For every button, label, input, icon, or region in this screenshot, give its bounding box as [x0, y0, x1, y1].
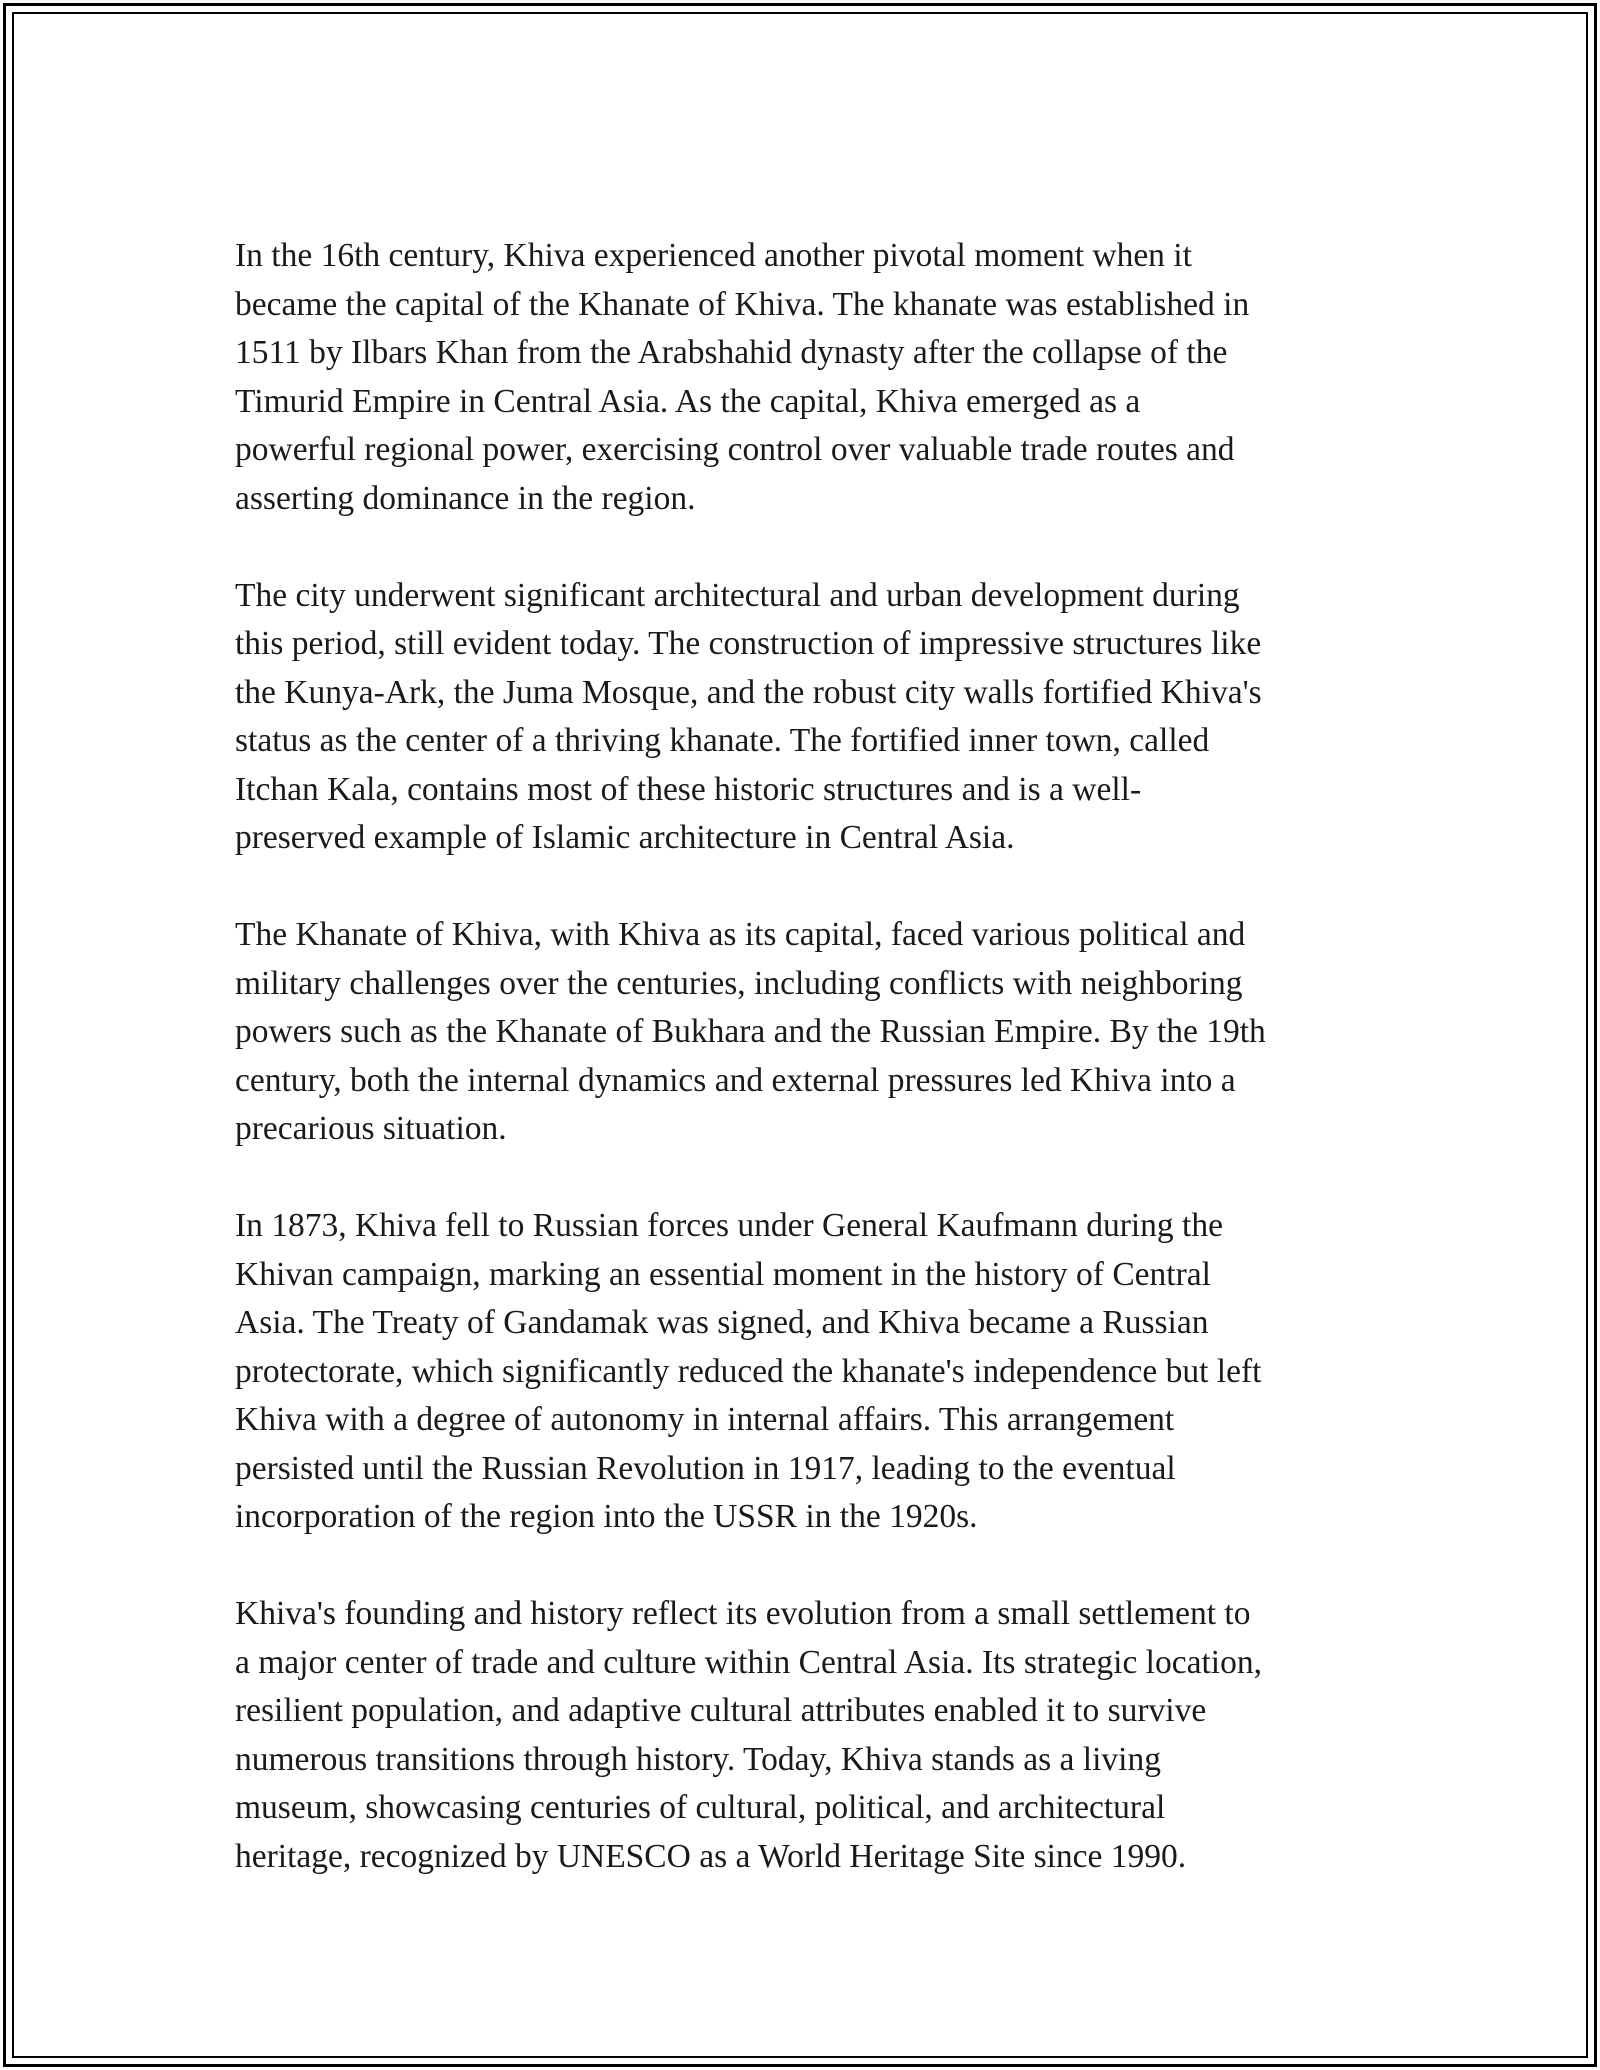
- text-line: became the capital of the Khanate of Khiva. The khanate was established in: [235, 285, 1250, 323]
- text-line: Khiva with a degree of autonomy in internal affairs. This arrangement: [235, 1401, 1175, 1438]
- paragraph-4: [235, 1202, 1395, 1542]
- text-line: status as the center of a thriving khanate. The fortified inner town, called: [235, 722, 1210, 759]
- paragraph-3: [235, 911, 1395, 1154]
- document-body: [235, 232, 1395, 1881]
- text-line: this period, still evident today. The construction of impressive structures like: [235, 625, 1262, 662]
- text-line: military challenges over the centuries, including conflicts with neighboring: [235, 964, 1243, 1002]
- text-line: The Khanate of Khiva, with Khiva as its capital, faced various political and: [235, 916, 1246, 953]
- text-line: The city underwent significant architectural and urban development during: [235, 576, 1240, 614]
- text-line: the Kunya-Ark, the Juma Mosque, and the robust city walls fortified Khiva's: [235, 673, 1262, 711]
- text-line: asserting dominance in the region.: [235, 479, 696, 517]
- paragraph-5: [235, 1590, 1395, 1881]
- text-line: Itchan Kala, contains most of these historic structures and is a well-: [235, 770, 1142, 808]
- text-line: powerful regional power, exercising control over valuable trade routes and: [235, 431, 1235, 468]
- text-line: powers such as the Khanate of Bukhara and the Russian Empire. By the 19th: [235, 1013, 1266, 1050]
- text-line: a major center of trade and culture within Central Asia. Its strategic location,: [235, 1643, 1262, 1681]
- text-line: precarious situation.: [235, 1110, 507, 1147]
- text-line: numerous transitions through history. Today, Khiva stands as a living: [235, 1740, 1161, 1778]
- text-line: preserved example of Islamic architecture in Central Asia.: [235, 819, 1015, 856]
- text-line: resilient population, and adaptive cultural attributes enabled it to survive: [235, 1692, 1207, 1729]
- paragraph-1: [235, 232, 1395, 523]
- text-line: Timurid Empire in Central Asia. As the capital, Khiva emerged as a: [235, 382, 1141, 420]
- text-line: century, both the internal dynamics and external pressures led Khiva into a: [235, 1061, 1236, 1099]
- text-line: heritage, recognized by UNESCO as a World Heritage Site since 1990.: [235, 1837, 1187, 1875]
- text-line: persisted until the Russian Revolution in 1917, leading to the eventual: [235, 1449, 1176, 1487]
- text-line: Khiva's founding and history reflect its evolution from a small settlement to: [235, 1595, 1251, 1632]
- text-line: 1511 by Ilbars Khan from the Arabshahid dynasty after the collapse of the: [235, 334, 1228, 371]
- text-line: museum, showcasing centuries of cultural, political, and architectural: [235, 1789, 1166, 1826]
- text-line: Khivan campaign, marking an essential moment in the history of Central: [235, 1255, 1211, 1293]
- paragraph-2: [235, 572, 1395, 863]
- text-line: protectorate, which significantly reduced the khanate's independence but left: [235, 1352, 1262, 1390]
- text-line: In 1873, Khiva fell to Russian forces under General Kaufmann during the: [235, 1207, 1223, 1244]
- text-line: incorporation of the region into the USSR in the 1920s.: [235, 1498, 978, 1535]
- text-line: Asia. The Treaty of Gandamak was signed, and Khiva became a Russian: [235, 1304, 1209, 1341]
- text-line: In the 16th century, Khiva experienced another pivotal moment when it: [235, 237, 1192, 274]
